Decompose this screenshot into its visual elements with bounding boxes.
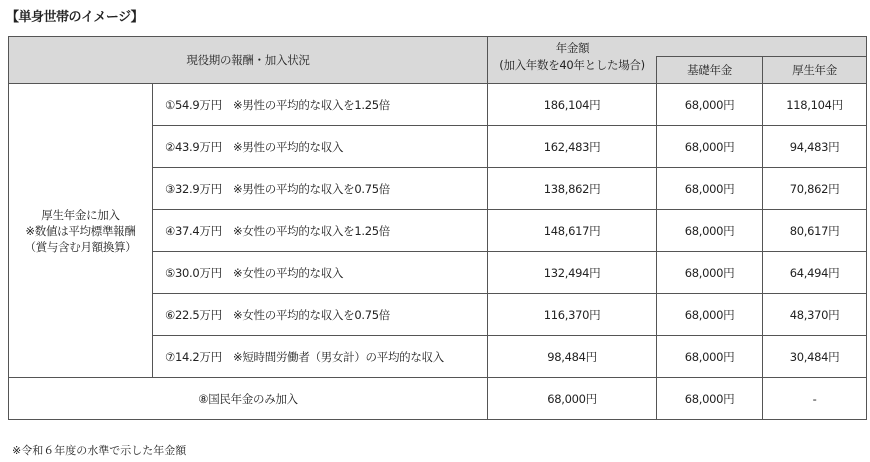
row-desc: ④37.4万円 ※女性の平均的な収入を1.25倍 — [153, 210, 488, 252]
row-employee: 94,483円 — [763, 126, 867, 168]
header-total-note: (加入年数を40年とした場合) — [488, 57, 657, 84]
row-total: 116,370円 — [488, 294, 657, 336]
table-row — [9, 84, 867, 126]
national-basic: 68,000円 — [657, 378, 763, 420]
row-desc: ①54.9万円 ※男性の平均的な収入を1.25倍 — [153, 84, 488, 126]
national-desc: ⑧国民年金のみ加入 — [9, 378, 488, 420]
row-desc: ⑦14.2万円 ※短時間労働者（男女計）の平均的な収入 — [153, 336, 488, 378]
group-label-line: （賞与含む月額換算） — [24, 239, 137, 254]
row-employee: 48,370円 — [763, 294, 867, 336]
header-situation: 現役期の報酬・加入状況 — [9, 37, 488, 84]
row-basic: 68,000円 — [657, 84, 763, 126]
row-basic: 68,000円 — [657, 210, 763, 252]
row-desc: ⑥22.5万円 ※女性の平均的な収入を0.75倍 — [153, 294, 488, 336]
row-basic: 68,000円 — [657, 168, 763, 210]
row-total: 138,862円 — [488, 168, 657, 210]
footnote: ※令和６年度の水準で示した年金額 — [12, 444, 187, 457]
row-employee: 64,494円 — [763, 252, 867, 294]
group-label-line: ※数値は平均標準報酬 — [25, 223, 136, 238]
row-total: 132,494円 — [488, 252, 657, 294]
header-employee: 厚生年金 — [763, 57, 867, 84]
row-desc: ⑤30.0万円 ※女性の平均的な収入 — [153, 252, 488, 294]
row-desc: ③32.9万円 ※男性の平均的な収入を0.75倍 — [153, 168, 488, 210]
row-employee: 30,484円 — [763, 336, 867, 378]
group-label-line: 厚生年金に加入 — [41, 207, 120, 222]
row-basic: 68,000円 — [657, 336, 763, 378]
row-total: 148,617円 — [488, 210, 657, 252]
row-total: 162,483円 — [488, 126, 657, 168]
row-total: 186,104円 — [488, 84, 657, 126]
row-desc: ②43.9万円 ※男性の平均的な収入 — [153, 126, 488, 168]
national-employee: - — [763, 378, 867, 420]
row-basic: 68,000円 — [657, 126, 763, 168]
header-basic: 基礎年金 — [657, 57, 763, 84]
row-employee: 70,862円 — [763, 168, 867, 210]
pension-table — [8, 36, 867, 420]
header-total: 年金額 — [488, 37, 867, 57]
row-basic: 68,000円 — [657, 294, 763, 336]
row-basic: 68,000円 — [657, 252, 763, 294]
row-total: 98,484円 — [488, 336, 657, 378]
national-total: 68,000円 — [488, 378, 657, 420]
group-label — [9, 84, 153, 378]
row-employee: 80,617円 — [763, 210, 867, 252]
page-title: 【単身世帯のイメージ】 — [6, 10, 144, 25]
row-employee: 118,104円 — [763, 84, 867, 126]
